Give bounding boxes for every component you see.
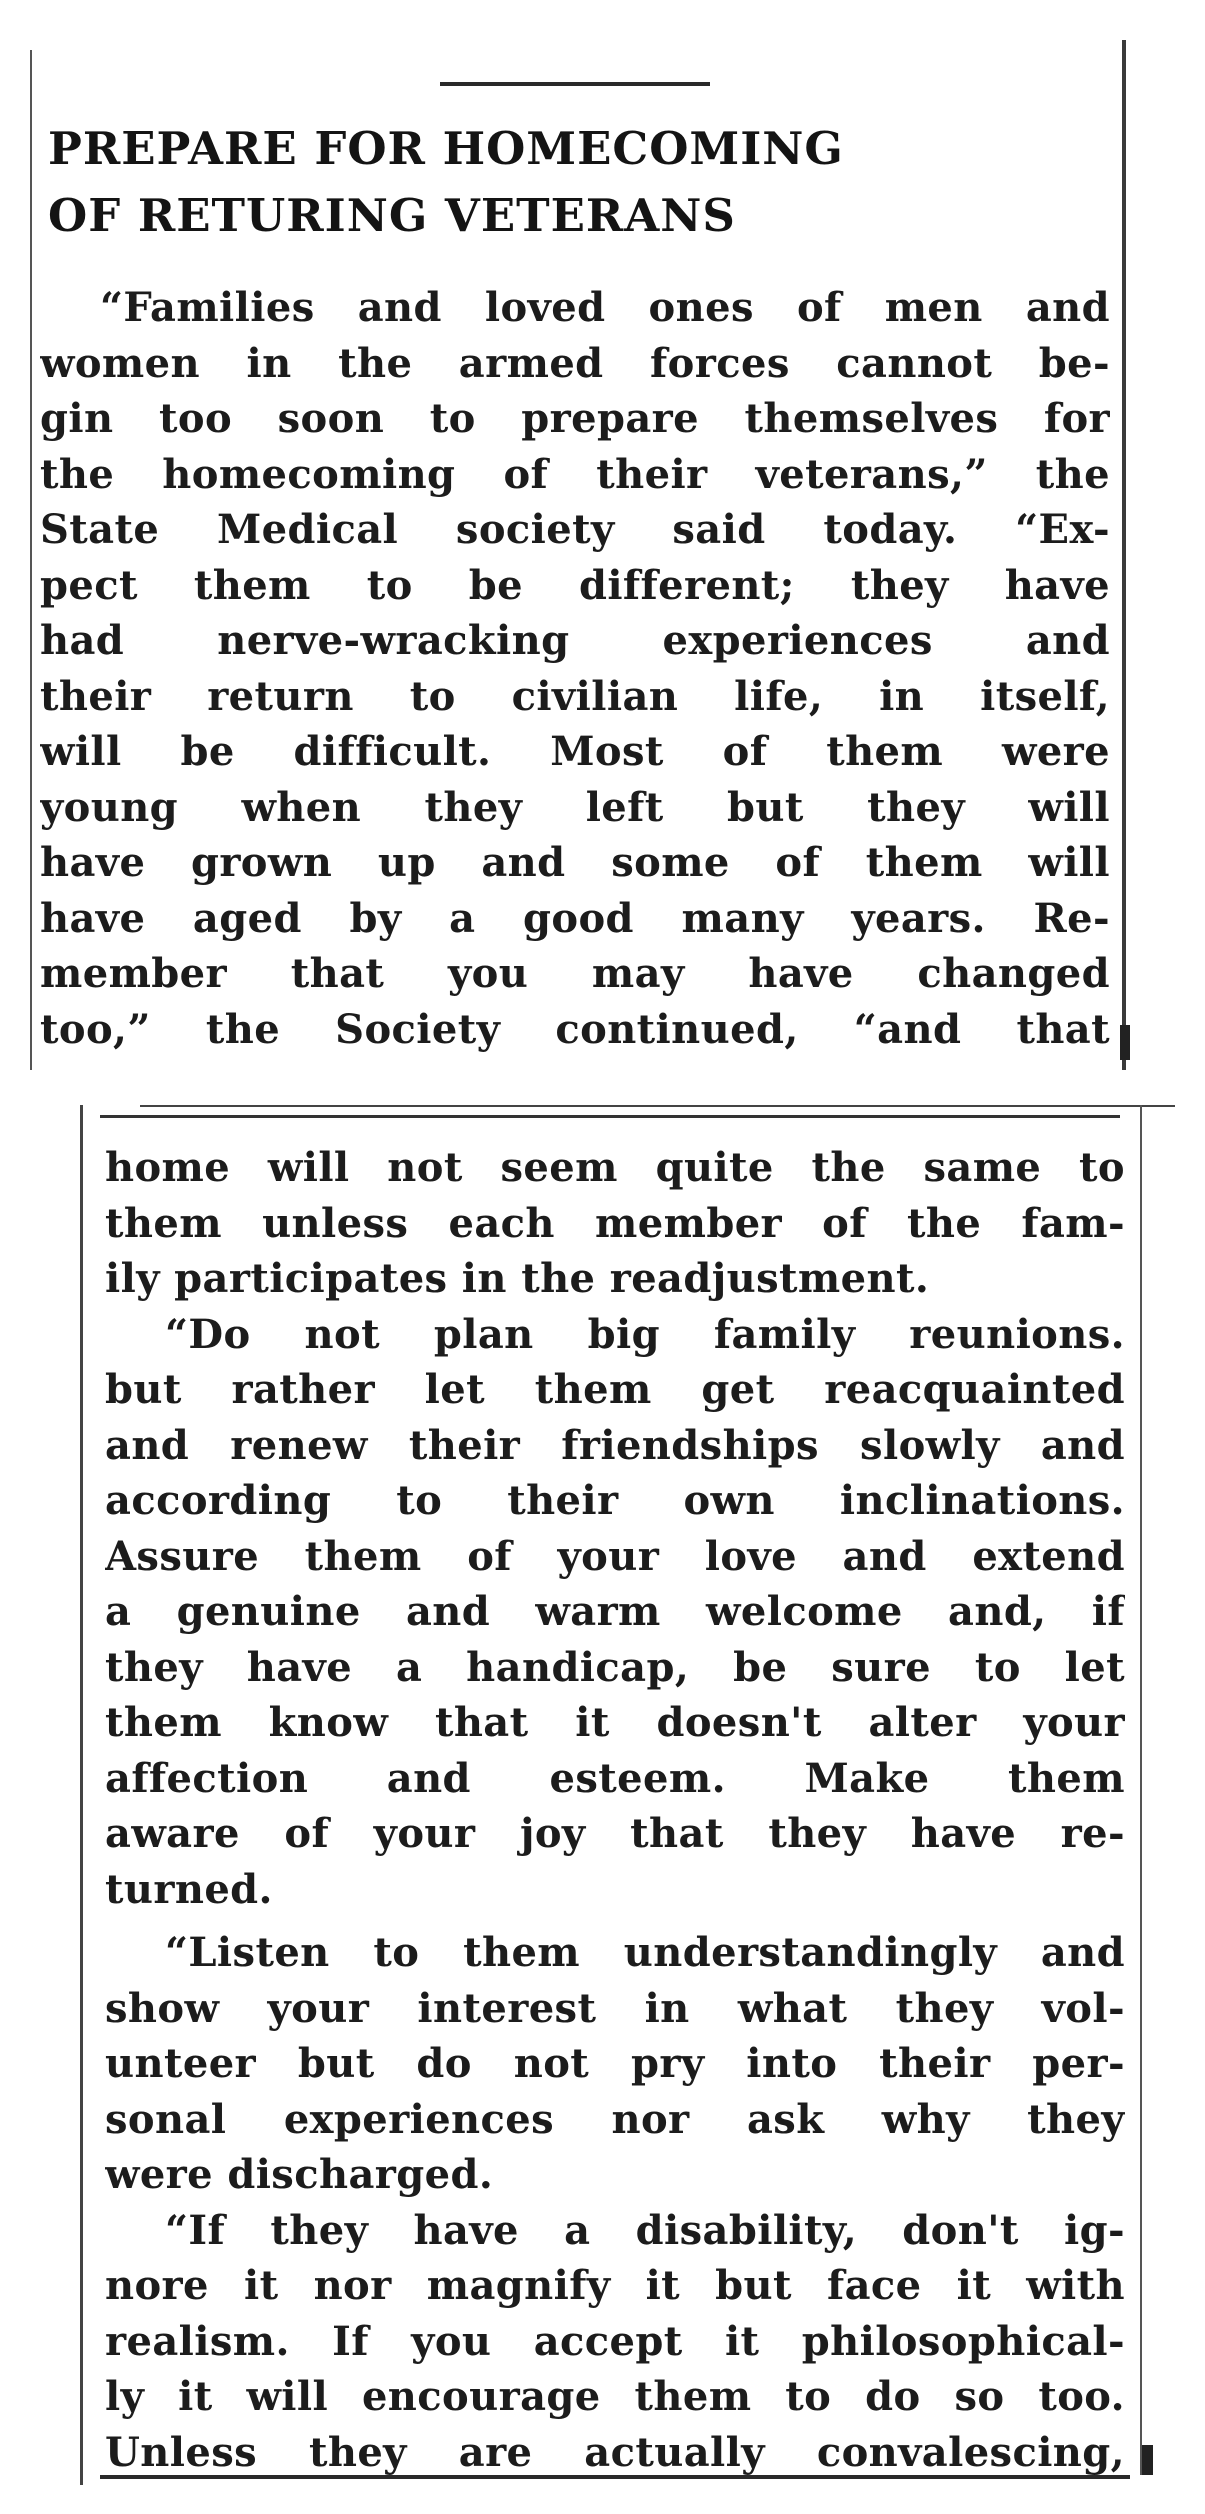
column-rule-right (1122, 40, 1126, 1070)
body-line: a genuine and warm welcome and, if (105, 1588, 1125, 1635)
body-line: sonal experiences nor ask why they (105, 2095, 1125, 2143)
body-line: unteer but do not pry into their per- (105, 2040, 1125, 2087)
column-rule-right (1140, 1105, 1142, 2475)
body-line: pect them to be different; they have (40, 561, 1110, 609)
body-line: women in the armed forces cannot be- (40, 339, 1110, 387)
headline-line: PREPARE FOR HOMECOMING (48, 122, 844, 175)
headline (48, 115, 1108, 249)
headline-separator-rule (440, 82, 710, 86)
paragraph (105, 1925, 1125, 2203)
body-line: the homecoming of their veterans,” the (40, 450, 1110, 498)
body-line: “Families and loved ones of men and (100, 284, 1110, 331)
body-line: will be difficult. Most of them were (40, 728, 1110, 775)
paragraph (105, 1307, 1125, 1918)
body-line: “Do not plan big family reunions. (165, 1310, 1125, 1358)
body-line: “If they have a disability, don't ig- (165, 2206, 1125, 2254)
body-line: ily participates in the readjustment. (105, 1255, 930, 1302)
top-rule (100, 1115, 1120, 1118)
body-line: ly it will encourage them to do so too. (105, 2373, 1125, 2420)
top-clipping (30, 40, 1130, 1070)
body-line: young when they left but they will (40, 783, 1110, 831)
top-rule (140, 1105, 1175, 1107)
body-line: home will not seem quite the same to (105, 1144, 1125, 1191)
article-body-bottom (105, 1140, 1125, 2480)
column-rule-mark (1142, 2445, 1153, 2475)
body-line: turned. (105, 1865, 273, 1913)
article-body-top (40, 280, 1110, 1057)
headline-line: OF RETURING VETERANS (48, 189, 736, 242)
body-line: they have a handicap, be sure to let (105, 1643, 1125, 1691)
paragraph (105, 2203, 1125, 2481)
column-rule-left (30, 50, 32, 1070)
body-line: and renew their friendships slowly and (105, 1421, 1125, 1469)
body-line: nore it nor magnify it but face it with (105, 2262, 1125, 2309)
paragraph (105, 1140, 1125, 1307)
body-line: realism. If you accept it philosophical- (105, 2317, 1125, 2365)
body-line: aware of your joy that they have re- (105, 1810, 1125, 1857)
body-line: Unless they are actually convalescing, (105, 2428, 1125, 2476)
body-line: had nerve-wracking experiences and (40, 617, 1110, 664)
bottom-clipping (80, 1105, 1165, 2505)
column-rule-mark (1120, 1025, 1130, 1060)
body-line: them unless each member of the fam- (105, 1199, 1125, 1247)
body-line: Assure them of your love and extend (105, 1532, 1125, 1580)
body-line: them know that it doesn't alter your (105, 1699, 1125, 1746)
body-line: according to their own inclinations. (105, 1477, 1125, 1524)
body-line: too,” the Society continued, “and that (40, 1005, 1110, 1053)
body-line: but rather let them get reacquainted (105, 1366, 1125, 1413)
body-line: were discharged. (105, 2151, 494, 2198)
body-line: affection and esteem. Make them (105, 1754, 1125, 1802)
body-line: their return to civilian life, in itself, (40, 672, 1110, 720)
body-line: have grown up and some of them will (40, 839, 1110, 886)
body-line: member that you may have changed (40, 950, 1110, 997)
body-line: State Medical society said today. “Ex- (40, 506, 1110, 553)
body-line: gin too soon to prepare themselves for (40, 395, 1110, 442)
body-line: show your interest in what they vol- (105, 1984, 1125, 2032)
body-line: “Listen to them understandingly and (165, 1929, 1125, 1976)
column-rule-left (80, 1105, 83, 2485)
body-line: have aged by a good many years. Re- (40, 894, 1110, 942)
